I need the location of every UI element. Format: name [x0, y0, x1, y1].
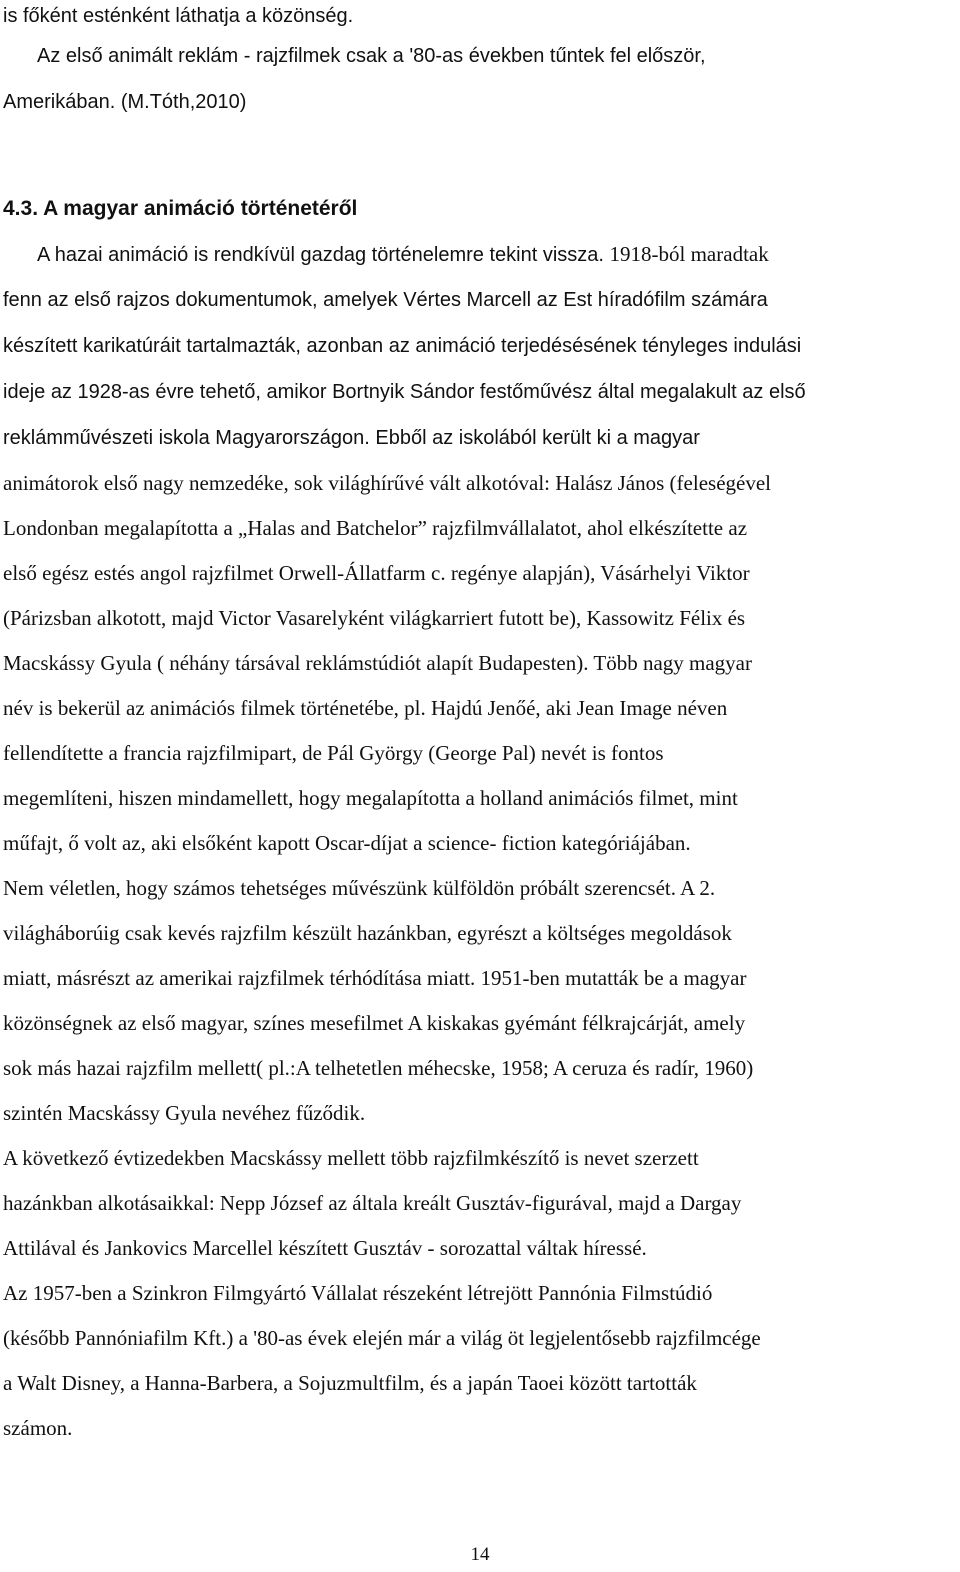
body-line-14: műfajt, ő volt az, aki elsőként kapott Oscar-díjat a science- fiction kategóriájában.	[3, 831, 691, 855]
body-line-19: sok más hazai rajzfilm mellett( pl.:A telhetetlen méhecske, 1958; A ceruza és radír, 1960)	[3, 1056, 754, 1080]
body-line-2: fenn az első rajzos dokumentumok, amelyek Vértes Marcell az Est híradófilm számára	[3, 289, 768, 311]
body-line-10: Macskássy Gyula ( néhány társával reklámstúdiót alapít Budapesten). Több nagy magyar	[3, 651, 752, 675]
body-line-6: animátorok első nagy nemzedéke, sok világhírűvé vált alkotóval: Halász János (feleségével	[3, 471, 771, 495]
body-line-17: miatt, másrészt az amerikai rajzfilmek térhódítása miatt. 1951-ben mutatták be a magyar	[3, 966, 747, 990]
body-line-4: ideje az 1928-as évre tehető, amikor Bortnyik Sándor festőművész által megalakult az első	[3, 381, 806, 403]
body-line-11: név is bekerül az animációs filmek történetébe, pl. Hajdú Jenőé, aki Jean Image néven	[3, 696, 728, 720]
page-number: 14	[470, 1544, 490, 1565]
intro-line-1: is főként esténként láthatja a közönség.	[3, 5, 354, 27]
body-line-26: a Walt Disney, a Hanna-Barbera, a Sojuzmultfilm, és a japán Taoei között tartották	[3, 1371, 697, 1395]
intro-line-2: Az első animált reklám - rajzfilmek csak a '80-as években tűntek fel először,	[37, 45, 706, 67]
body-line-24: Az 1957-ben a Szinkron Filmgyártó Vállalat részeként létrejött Pannónia Filmstúdió	[3, 1281, 713, 1305]
body-line-21: A következő évtizedekben Macskássy mellett több rajzfilmkészítő is nevet szerzett	[3, 1146, 699, 1170]
section-heading: 4.3. A magyar animáció történetéről	[3, 197, 358, 220]
body-line-15: Nem véletlen, hogy számos tehetséges művészünk külföldön próbált szerencsét. A 2.	[3, 876, 716, 900]
body-line-3: készített karikatúráit tartalmazták, azonban az animáció terjedésésének tényleges indulási	[3, 335, 802, 357]
body-line-1-serif-part: 1918-ból maradtak	[609, 242, 769, 266]
body-line-1-sans-part: A hazai animáció is rendkívül gazdag történelemre tekint vissza.	[37, 244, 610, 266]
body-line-12: fellendítette a francia rajzfilmipart, de Pál György (George Pal) nevét is fontos	[3, 741, 664, 765]
body-line-25: (később Pannóniafilm Kft.) a '80-as évek elején már a világ öt legjelentősebb rajzfilmcége	[3, 1326, 761, 1350]
body-line-13: megemlíteni, hiszen mindamellett, hogy megalapította a holland animációs filmet, mint	[3, 786, 738, 810]
body-line-8: első egész estés angol rajzfilmet Orwell-Állatfarm c. regénye alapján), Vásárhelyi Viktor	[3, 561, 750, 585]
body-line-16: világháborúig csak kevés rajzfilm készült hazánkban, egyrészt a költséges megoldások	[3, 921, 732, 945]
body-line-18: közönségnek az első magyar, színes mesefilmet A kiskakas gyémánt félkrajcárját, amely	[3, 1011, 746, 1035]
body-line-22: hazánkban alkotásaikkal: Nepp József az általa kreált Gusztáv-figurával, majd a Dargay	[3, 1191, 742, 1215]
body-line-1	[37, 241, 769, 268]
body-line-23: Attilával és Jankovics Marcellel készített Gusztáv - sorozattal váltak híressé.	[3, 1236, 647, 1260]
body-line-20: szintén Macskássy Gyula nevéhez fűződik.	[3, 1101, 366, 1125]
body-line-9: (Párizsban alkotott, majd Victor Vasarelyként világkarriert futott be), Kassowitz Félix és	[3, 606, 746, 630]
body-line-7: Londonban megalapította a „Halas and Batchelor” rajzfilmvállalatot, ahol elkészítette az	[3, 516, 748, 540]
body-line-27: számon.	[3, 1416, 73, 1440]
intro-line-3: Amerikában. (M.Tóth,2010)	[3, 91, 247, 113]
body-line-5: reklámművészeti iskola Magyarországon. Ebből az iskolából került ki a magyar	[3, 427, 700, 449]
